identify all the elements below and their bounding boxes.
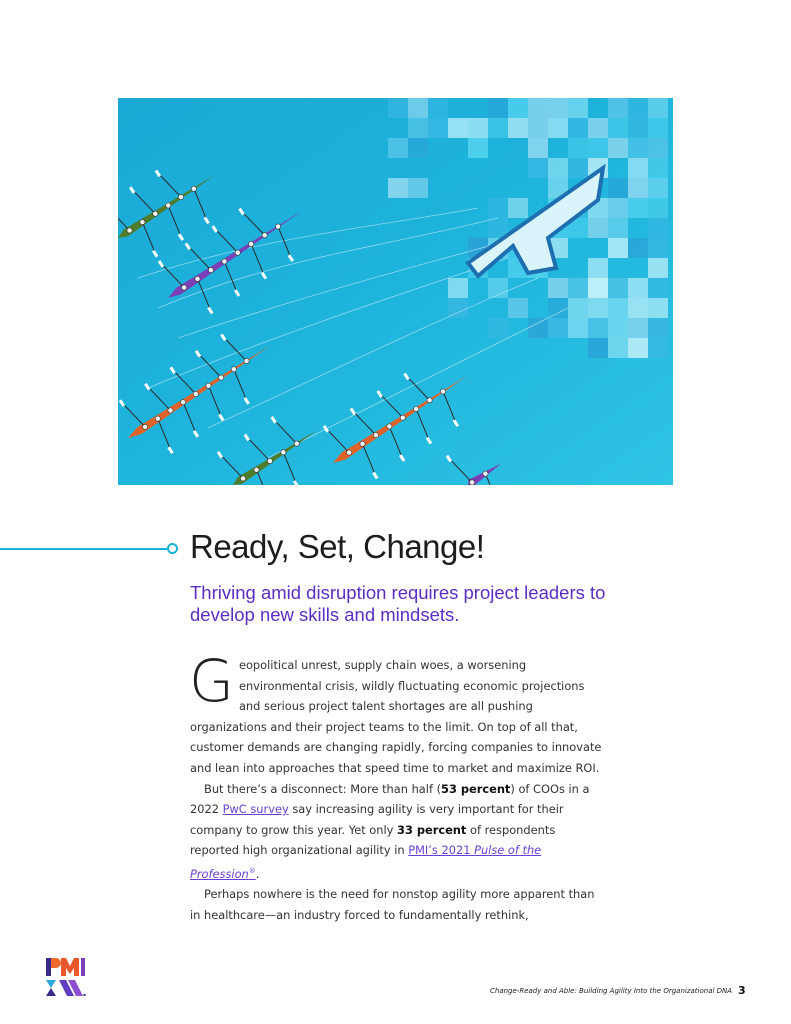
pixel-tile xyxy=(488,118,508,138)
pixel-tile xyxy=(608,298,628,318)
text-run: . xyxy=(255,866,260,881)
paragraph-3: Perhaps nowhere is the need for nonstop agility more apparent than in healthcare—an industry forced to fundamentally rethink, xyxy=(190,887,595,922)
pixel-tile xyxy=(628,178,648,198)
registered-mark: ® xyxy=(248,866,256,875)
pixel-tile xyxy=(608,318,628,338)
pixel-tile xyxy=(568,158,588,178)
article-subtitle: Thriving amid disruption requires project leaders to develop new skills and mindsets. xyxy=(190,582,606,625)
article-body xyxy=(189,647,606,926)
pixel-tile xyxy=(648,158,668,178)
footer-document-title: Change-Ready and Able: Building Agility Into the Organizational DNA xyxy=(490,987,733,995)
pixel-tile xyxy=(588,318,608,338)
pixel-tile xyxy=(628,198,648,218)
pixel-tile xyxy=(648,278,668,298)
pixel-tile xyxy=(588,138,608,158)
pixel-tile xyxy=(528,318,548,338)
pixel-tile xyxy=(428,98,448,118)
pixel-tile xyxy=(608,118,628,138)
accent-dot xyxy=(167,543,178,554)
pixel-tile xyxy=(448,298,468,318)
pixel-tile xyxy=(528,138,548,158)
pixel-tile xyxy=(628,138,648,158)
pixel-tile xyxy=(608,98,628,118)
pixel-tile xyxy=(628,278,648,298)
pixel-tile xyxy=(468,118,488,138)
pixel-tile xyxy=(648,178,668,198)
text-run: say increasing agility is very important for their company to grow this year. Yet only xyxy=(190,802,564,837)
pixel-tile xyxy=(428,118,448,138)
pixel-tile xyxy=(608,278,628,298)
drop-cap: G xyxy=(189,647,234,715)
pixel-tile xyxy=(548,278,568,298)
pixel-tile xyxy=(628,158,648,178)
pixel-tile xyxy=(588,298,608,318)
pixel-tile xyxy=(568,98,588,118)
pixel-tile xyxy=(548,158,568,178)
pixel-tile xyxy=(528,158,548,178)
page-number: 3 xyxy=(738,984,746,997)
pixel-tile xyxy=(608,198,628,218)
pixel-tile xyxy=(628,318,648,338)
pixel-tile xyxy=(408,138,428,158)
pixel-tile xyxy=(408,118,428,138)
pixel-tile xyxy=(388,178,408,198)
pixel-tile xyxy=(588,218,608,238)
pixel-tile xyxy=(548,118,568,138)
pixel-tile xyxy=(588,118,608,138)
pixel-tile xyxy=(388,138,408,158)
pixel-tile xyxy=(568,318,588,338)
pixel-tile xyxy=(648,218,668,238)
pixel-tile xyxy=(508,98,528,118)
pixel-tile xyxy=(508,198,528,218)
pixel-tile xyxy=(528,118,548,138)
pixel-tile xyxy=(628,338,648,358)
pixel-tile xyxy=(608,138,628,158)
paragraph-2 xyxy=(190,779,606,885)
pixel-tile xyxy=(488,318,508,338)
article-title: Ready, Set, Change! xyxy=(190,528,485,565)
pixel-tile xyxy=(648,98,668,118)
accent-line xyxy=(0,548,172,550)
pixel-tile xyxy=(608,338,628,358)
pixel-tile xyxy=(448,278,468,298)
pixel-tile xyxy=(408,178,428,198)
pixel-tile xyxy=(628,118,648,138)
link-text-italic: Pulse of the Profession xyxy=(190,843,542,881)
pixel-tile xyxy=(568,138,588,158)
pixel-tile xyxy=(628,298,648,318)
pixel-tile xyxy=(608,238,628,258)
pixel-tile xyxy=(388,98,408,118)
stat-53-percent: 53 percent xyxy=(441,781,511,796)
text-run: But there’s a disconnect: More than half ( xyxy=(204,781,442,796)
paragraph-1 xyxy=(189,647,606,779)
pixel-tile xyxy=(468,138,488,158)
pixel-tile xyxy=(508,298,528,318)
pixel-tile xyxy=(548,318,568,338)
pixel-tile xyxy=(648,298,668,318)
pixel-tile xyxy=(488,98,508,118)
pixel-tile xyxy=(528,98,548,118)
pixel-tile xyxy=(548,298,568,318)
pixel-tile xyxy=(568,118,588,138)
rowing-illustration xyxy=(118,98,673,485)
pixel-tile xyxy=(648,198,668,218)
pixel-tile xyxy=(588,258,608,278)
pixel-tile xyxy=(628,238,648,258)
pixel-tile xyxy=(588,338,608,358)
pixel-tile xyxy=(608,218,628,238)
pixel-tile xyxy=(588,278,608,298)
text-run: of respondents reported high organizational agility in xyxy=(190,822,556,858)
pwc-survey-link[interactable]: PwC survey xyxy=(222,802,289,817)
link-text: PMI’s 2021 xyxy=(408,843,475,858)
pixel-tile xyxy=(648,238,668,258)
pixel-tile xyxy=(508,118,528,138)
pixel-tile xyxy=(648,118,668,138)
pixel-tile xyxy=(568,298,588,318)
text-run: ) of COOs in a 2022 xyxy=(190,781,590,817)
stat-33-percent: 33 percent xyxy=(397,822,467,837)
pmi-logo-icon xyxy=(46,958,86,996)
pixel-tile xyxy=(548,98,568,118)
pixel-tile xyxy=(648,338,668,358)
pixel-tile xyxy=(648,318,668,338)
pixel-tile xyxy=(648,258,668,278)
pixel-tile xyxy=(568,278,588,298)
pixel-tile xyxy=(448,118,468,138)
pixel-tile xyxy=(628,98,648,118)
pixel-tile xyxy=(408,98,428,118)
pixel-tile xyxy=(488,198,508,218)
paragraph-1-text: eopolitical unrest, supply chain woes, a worsening environmental crisis, wildly fluctuating economic projections and serious project talent shortages are all pushing organizations and their project teams to the limit. On top of all that, customer demands are changing rapidly, forcing companies to innovate and lean into approaches that speed time to market and maximize ROI. xyxy=(190,658,602,775)
pixel-tile xyxy=(608,178,628,198)
hero-image xyxy=(118,98,673,485)
pixel-tile xyxy=(648,138,668,158)
